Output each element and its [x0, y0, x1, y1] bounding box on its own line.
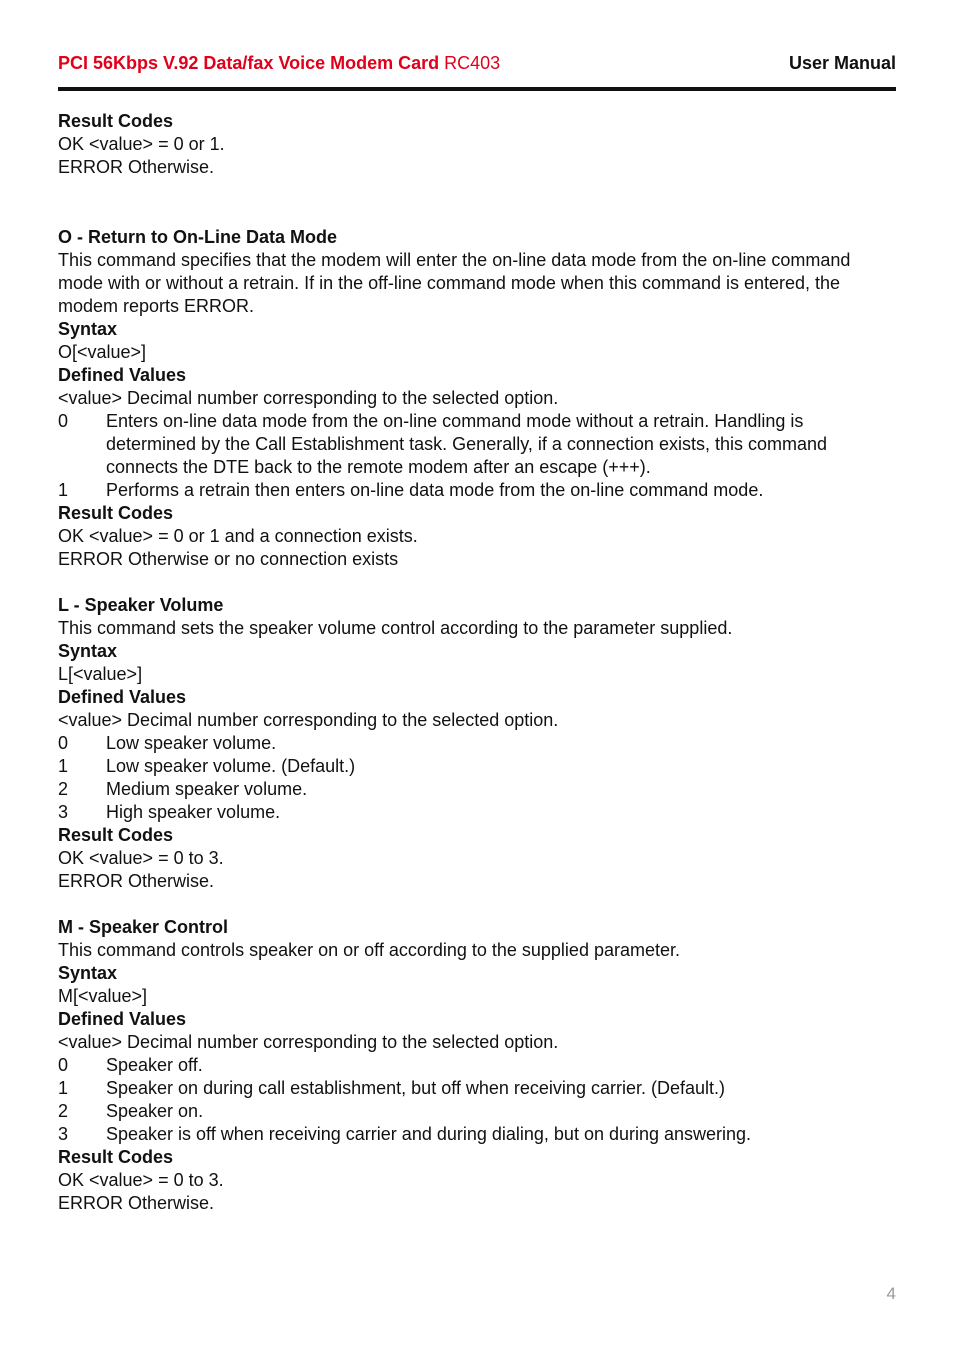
option-number: 3: [58, 802, 69, 822]
result-code-line: ERROR Otherwise.: [58, 871, 215, 891]
option-text: Speaker on during call establishment, but off when receiving carrier. (Default.): [106, 1078, 725, 1098]
result-code-line: OK <value> = 0 to 3.: [58, 1170, 224, 1190]
header-divider: [58, 87, 896, 91]
option-text: Enters on-line data mode from the on-line command mode without a retrain. Handling is determined by the Call Establishment task. Generally, if a connection exists, this command connects the DTE back to the remote modem after an escape (+++).: [106, 411, 828, 477]
header-manual-label: User Manual: [788, 53, 896, 73]
option-item: [58, 732, 896, 755]
section-description: This command specifies that the modem will enter the on-line data mode from the on-line command mode with or without a retrain. If in the off-line command mode when this command is entered, the modem reports ERROR.: [58, 250, 851, 316]
option-number: 0: [58, 1055, 69, 1075]
option-item: [58, 1100, 896, 1123]
option-text: Speaker off.: [106, 1055, 203, 1075]
option-number: 0: [58, 411, 69, 431]
defined-values-heading: Defined Values: [58, 1009, 187, 1029]
result-codes-heading: Result Codes: [58, 825, 174, 845]
header-model: RC403: [444, 53, 501, 73]
top-result-codes: [58, 110, 896, 179]
option-item: [58, 801, 896, 824]
section-title: L - Speaker Volume: [58, 595, 224, 615]
result-code-line: OK <value> = 0 or 1.: [58, 134, 225, 154]
option-number: 1: [58, 756, 69, 776]
header-product-name: PCI 56Kbps V.92 Data/fax Voice Modem Card: [58, 53, 440, 73]
section-l-command: [58, 594, 896, 893]
section-description: This command sets the speaker volume control according to the parameter supplied.: [58, 618, 733, 638]
syntax-heading: Syntax: [58, 641, 118, 661]
defined-values-intro: <value> Decimal number corresponding to the selected option.: [58, 1032, 559, 1052]
syntax-heading: Syntax: [58, 319, 118, 339]
page-header: [58, 52, 896, 78]
page-content: [58, 110, 896, 1215]
header-product-title: [58, 52, 500, 75]
syntax-heading: Syntax: [58, 963, 118, 983]
section-title: M - Speaker Control: [58, 917, 229, 937]
syntax-value: L[<value>]: [58, 664, 143, 684]
defined-values-heading: Defined Values: [58, 687, 187, 707]
option-number: 2: [58, 779, 69, 799]
defined-values-heading: Defined Values: [58, 365, 187, 385]
option-item: [58, 479, 896, 502]
option-number: 3: [58, 1124, 69, 1144]
defined-values-intro: <value> Decimal number corresponding to the selected option.: [58, 388, 559, 408]
option-text: High speaker volume.: [106, 802, 281, 822]
result-codes-heading: Result Codes: [58, 1147, 174, 1167]
option-item: [58, 778, 896, 801]
option-text: Performs a retrain then enters on-line data mode from the on-line command mode.: [106, 480, 764, 500]
option-text: Speaker is off when receiving carrier and during dialing, but on during answering.: [106, 1124, 752, 1144]
result-code-line: OK <value> = 0 to 3.: [58, 848, 224, 868]
option-item: [58, 1054, 896, 1077]
option-item: [58, 1077, 896, 1100]
option-text: Low speaker volume.: [106, 733, 277, 753]
result-code-line: ERROR Otherwise.: [58, 157, 215, 177]
option-number: 2: [58, 1101, 69, 1121]
page-number: 4: [886, 1284, 896, 1303]
option-text: Speaker on.: [106, 1101, 204, 1121]
option-item: [58, 410, 896, 479]
section-description: This command controls speaker on or off according to the supplied parameter.: [58, 940, 681, 960]
result-codes-heading: Result Codes: [58, 503, 174, 523]
option-text: Medium speaker volume.: [106, 779, 308, 799]
result-code-line: OK <value> = 0 or 1 and a connection exists.: [58, 526, 418, 546]
result-code-line: ERROR Otherwise or no connection exists: [58, 549, 399, 569]
result-codes-heading: Result Codes: [58, 111, 174, 131]
option-number: 1: [58, 1078, 69, 1098]
section-m-command: [58, 916, 896, 1215]
syntax-value: M[<value>]: [58, 986, 148, 1006]
option-item: [58, 1123, 896, 1146]
option-number: 0: [58, 733, 69, 753]
section-title: O - Return to On-Line Data Mode: [58, 227, 337, 247]
syntax-value: O[<value>]: [58, 342, 147, 362]
section-o-command: [58, 226, 896, 571]
option-text: Low speaker volume. (Default.): [106, 756, 356, 776]
defined-values-intro: <value> Decimal number corresponding to the selected option.: [58, 710, 559, 730]
result-code-line: ERROR Otherwise.: [58, 1193, 215, 1213]
option-item: [58, 755, 896, 778]
option-number: 1: [58, 480, 69, 500]
